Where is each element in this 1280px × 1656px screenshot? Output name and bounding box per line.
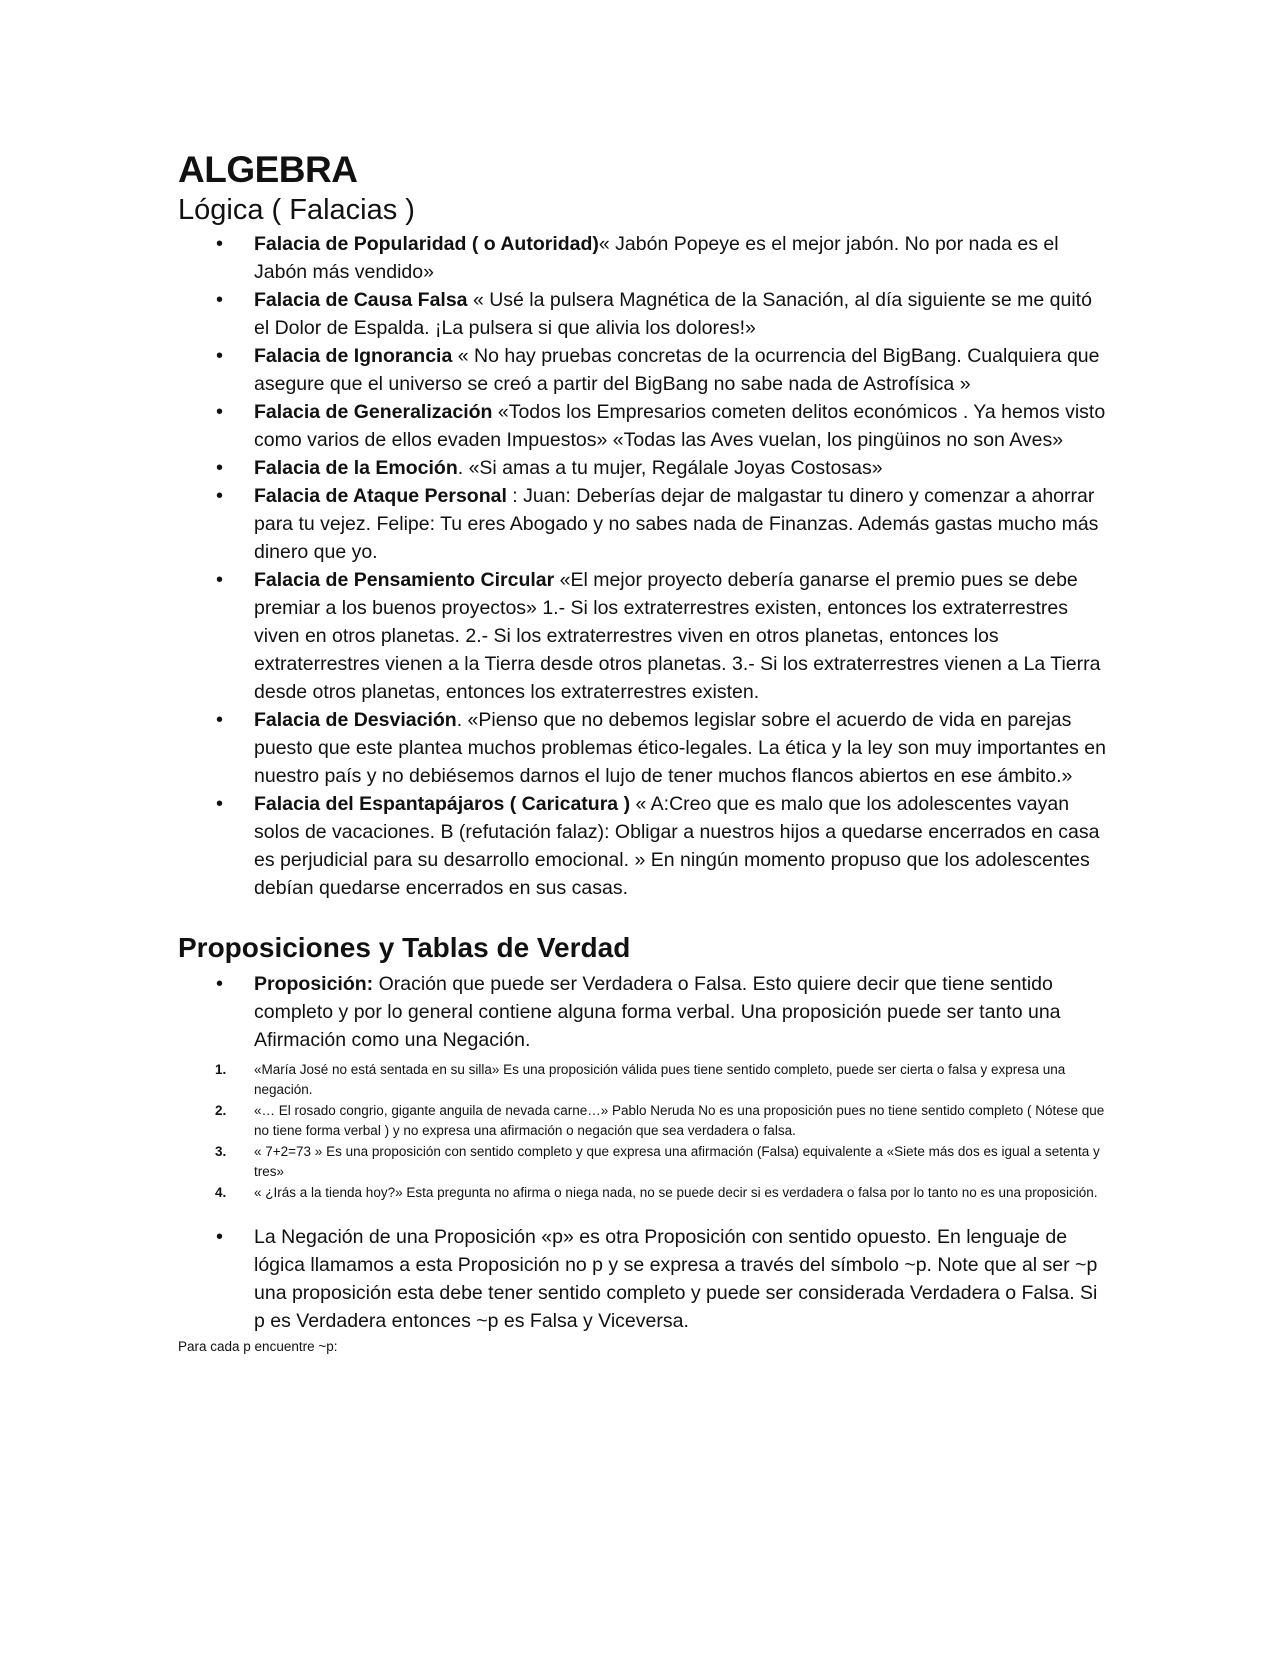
bullet-icon: • [216,457,224,479]
list-item-fallacy-popularidad [178,230,1108,286]
document-title: ALGEBRA [178,149,358,190]
document-content [178,148,1108,1357]
example-number: 1. [215,1062,227,1077]
fallacy-term: Falacia de Ataque Personal [254,485,507,507]
fallacy-term: Falacia de Popularidad ( o Autoridad) [254,233,599,255]
fallacy-term: Falacia de Ignorancia [254,345,453,367]
bullet-icon: • [216,793,224,815]
list-item-fallacy-pensamiento-circular [178,566,1108,706]
list-item-fallacy-emocion [178,454,1108,482]
list-item-proposicion-definition [178,970,1108,1054]
example-text: «María José no está sentada en su silla» Es una proposición válida pues tiene sentido completo, puede ser cierta o falsa y expresa una negación. [254,1062,1066,1097]
list-item-example-2 [178,1101,1108,1141]
list-item-fallacy-espantapajaros [178,790,1108,902]
fallacy-example: «El mejor proyecto debería ganarse el premio pues se debe premiar a los buenos proyectos» 1.- Si los extraterrestres existen, entonces los extraterrestres viven en otros planetas. 2.- Si los extraterrestres viven en otros planetas, entonces los extraterrestres vienen a la Tierra desde otros planetas. 3.- Si los extraterrestres vienen a La Tierra desde otros planetas, entonces los extraterrestres existen. [254,569,1101,703]
bullet-icon: • [216,709,224,731]
list-item-fallacy-causa-falsa [178,286,1108,342]
list-item-example-1 [178,1060,1108,1100]
negation-list [178,1223,1108,1335]
fallacy-example: . «Si amas a tu mujer, Regálale Joyas Costosas» [457,457,883,479]
fallacy-term: Falacia de la Emoción [254,457,458,479]
list-item-fallacy-generalizacion [178,398,1108,454]
fallacy-example: « Jabón Popeye es el mejor jabón. No por nada es el Jabón más vendido» [254,233,1059,283]
exercise-prompt: Para cada p encuentre ~p: [178,1339,338,1354]
definition-term: Proposición: [254,973,374,995]
list-item-fallacy-desviacion [178,706,1108,790]
bullet-icon: • [216,401,224,423]
list-item-negation [178,1223,1108,1335]
proposition-definition-list [178,970,1108,1054]
bullet-icon: • [216,345,224,367]
negation-text: La Negación de una Proposición «p» es otra Proposición con sentido opuesto. En lenguaje de lógica llamamos a esta Proposición no p y se expresa a través del símbolo ~p. Note que al ser ~p una proposición esta debe tener sentido completo y puede ser considerada Verdadera o Falsa. Si p es Verdadera entonces ~p es Falsa y Viceversa. [254,1226,1098,1332]
example-text: « 7+2=73 » Es una proposición con sentido completo y que expresa una afirmación (Falsa) equivalente a «Siete más dos es igual a setenta y tres» [254,1144,1100,1179]
fallacy-term: Falacia del Espantapájaros ( Caricatura ) [254,793,631,815]
fallacy-term: Falacia de Pensamiento Circular [254,569,555,591]
bullet-icon: • [216,973,224,995]
bullet-icon: • [216,289,224,311]
bullet-icon: • [216,569,224,591]
fallacy-example: . «Pienso que no debemos legislar sobre el acuerdo de vida en parejas puesto que este plantea muchos problemas ético-legales. La ética y la ley son muy importantes en nuestro país y no debiésemos darnos el lujo de tener muchos flancos abiertos en ese ámbito.» [254,709,1106,787]
list-item-fallacy-ignorancia [178,342,1108,398]
fallacy-term: Falacia de Desviación [254,709,457,731]
definition-text: Oración que puede ser Verdadera o Falsa. Esto quiere decir que tiene sentido completo y por lo general contiene alguna forma verbal. Una proposición puede ser tanto una Afirmación como una Negación. [254,973,1061,1051]
bullet-icon: • [216,1226,224,1248]
bullet-icon: • [216,233,224,255]
list-item-fallacy-ataque-personal [178,482,1108,566]
fallacy-term: Falacia de Causa Falsa [254,289,468,311]
example-text: «… El rosado congrio, gigante anguila de nevada carne…» Pablo Neruda No es una proposición pues no tiene sentido completo ( Nótese que no tiene forma verbal ) y no expresa una afirmación o negación que sea verdadera o falsa. [254,1103,1105,1138]
list-item-example-4 [178,1183,1108,1203]
example-number: 3. [215,1144,227,1159]
fallacy-example: : Juan: Deberías dejar de malgastar tu dinero y comenzar a ahorrar para tu vejez. Felipe: Tu eres Abogado y no sabes nada de Finanzas. Además gastas mucho más dinero que yo. [254,485,1099,563]
fallacy-term: Falacia de Generalización [254,401,493,423]
document-subtitle: Lógica ( Falacias ) [178,194,415,226]
fallacy-example: « A:Creo que es malo que los adolescentes vayan solos de vacaciones. B (refutación falaz): Obligar a nuestros hijos a quedarse encerrados en casa es perjudicial para su desarrollo emocional. » En ningún momento propuso que los adolescentes debían quedarse encerrados en sus casas. [254,793,1100,899]
example-number: 2. [215,1103,227,1118]
fallacy-list [178,230,1108,902]
example-number: 4. [215,1185,227,1200]
example-text: « ¿Irás a la tienda hoy?» Esta pregunta no afirma o niega nada, no se puede decir si es verdadera o falsa por lo tanto no es una proposición. [254,1185,1098,1200]
bullet-icon: • [216,485,224,507]
list-item-example-3 [178,1142,1108,1182]
section-heading-proposiciones: Proposiciones y Tablas de Verdad [178,932,631,963]
fallacy-example: «Todos los Empresarios cometen delitos económicos . Ya hemos visto como varios de ellos evaden Impuestos» «Todas las Aves vuelan, los pingüinos no son Aves» [254,401,1106,451]
proposition-example-list [178,1060,1108,1203]
fallacy-example: « Usé la pulsera Magnética de la Sanación, al día siguiente se me quitó el Dolor de Espalda. ¡La pulsera si que alivia los dolores!» [254,289,1092,339]
fallacy-example: « No hay pruebas concretas de la ocurrencia del BigBang. Cualquiera que asegure que el universo se creó a partir del BigBang no sabe nada de Astrofísica » [254,345,1100,395]
